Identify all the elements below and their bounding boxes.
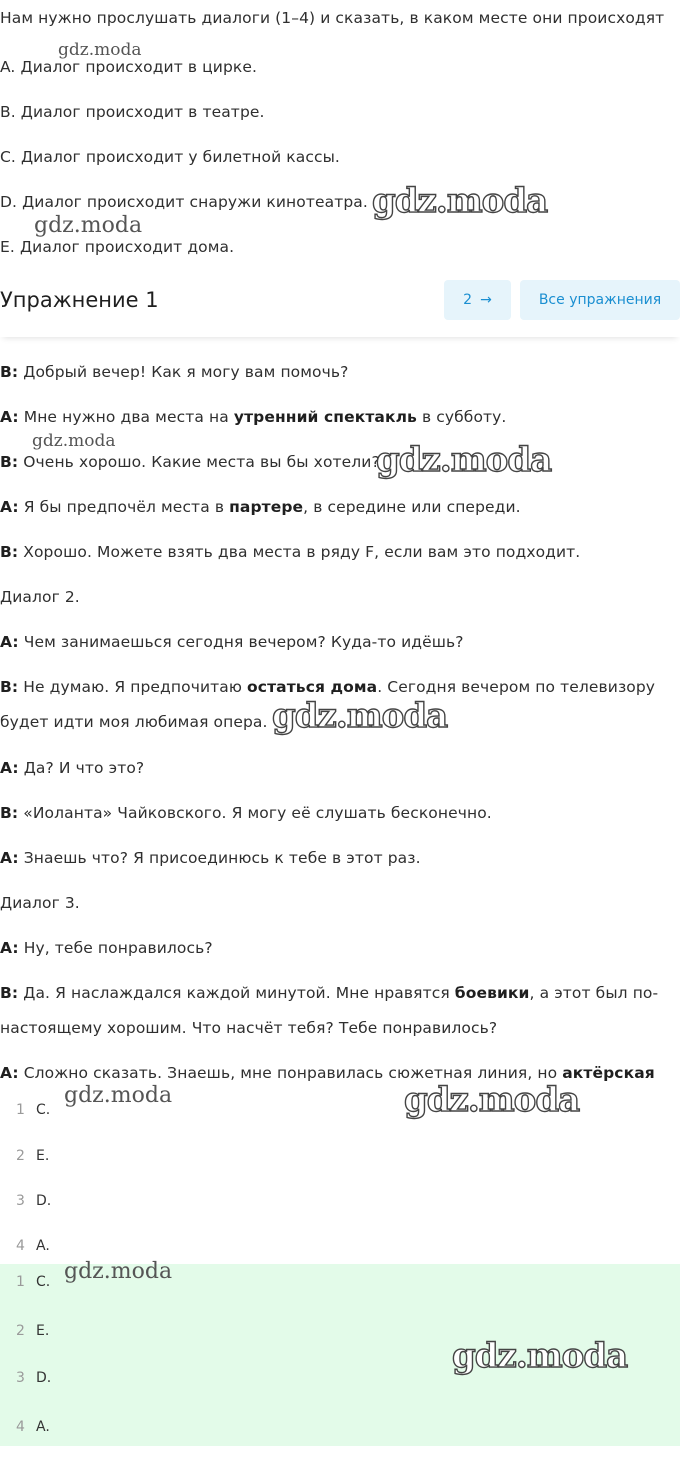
speaker: B: <box>0 363 19 381</box>
dialogue-line: A: Сложно сказать. Знаешь, мне понравилась сюжетная линия, но актёрская <box>0 1064 655 1082</box>
dialogue-line: A: Ну, тебе понравилось? <box>0 939 213 957</box>
dialogue-2-label: Диалог 2. <box>0 588 80 606</box>
answer-item: 4 A. <box>16 1419 50 1435</box>
dialogue-line: B: Не думаю. Я предпочитаю остаться дома. Сегодня вечером по телевизору <box>0 678 656 696</box>
dialogue-line: B: «Иоланта» Чайковского. Я могу её слушать бесконечно. <box>0 804 492 822</box>
speaker: B: <box>0 453 19 471</box>
answer-item: 3 D. <box>16 1370 52 1386</box>
dialogue-line: будет идти моя любимая опера. <box>0 713 268 731</box>
exercise-title: Упражнение 1 <box>0 288 159 312</box>
option-e: E. Диалог происходит дома. <box>0 238 235 256</box>
dialogue-line: A: Чем занимаешься сегодня вечером? Куда-то идёшь? <box>0 633 464 651</box>
all-exercises-button[interactable]: Все упражнения <box>520 280 680 320</box>
answer-item: 2 E. <box>16 1323 50 1339</box>
dialogue-line: A: Я бы предпочёл места в партере, в середине или спереди. <box>0 498 521 516</box>
dialogue-line: A: Знаешь что? Я присоединюсь к тебе в этот раз. <box>0 849 421 867</box>
speaker: B: <box>0 804 19 822</box>
dialogue-line: B: Да. Я наслаждался каждой минутой. Мне нравятся боевики, а этот был по- <box>0 984 659 1002</box>
dialogue-line: B: Добрый вечер! Как я могу вам помочь? <box>0 363 349 381</box>
option-d: D. Диалог происходит снаружи кинотеатра. <box>0 193 368 211</box>
watermark: gdz.moda <box>32 431 116 451</box>
option-b: B. Диалог происходит в театре. <box>0 103 265 121</box>
watermark: gdz.moda <box>64 1083 173 1108</box>
speaker: A: <box>0 849 19 867</box>
answer-item: 4 A. <box>16 1238 50 1254</box>
watermark: gdz.moda <box>64 1259 173 1284</box>
dialogue-line: A: Мне нужно два места на утренний спектакль в субботу. <box>0 408 507 426</box>
arrow-right-icon: → <box>480 292 492 308</box>
speaker: A: <box>0 408 19 426</box>
watermark: gdz.moda <box>404 1080 580 1120</box>
answer-item: 1 C. <box>16 1102 51 1118</box>
answer-item: 1 C. <box>16 1274 51 1290</box>
task-text: Нам нужно прослушать диалоги (1–4) и сказать, в каком месте они происходят <box>0 9 665 27</box>
watermark: gdz.moda <box>452 1336 628 1376</box>
speaker: B: <box>0 678 19 696</box>
speaker: A: <box>0 498 19 516</box>
answer-item: 2 E. <box>16 1148 50 1164</box>
option-c: C. Диалог происходит у билетной кассы. <box>0 148 340 166</box>
dialogue-3-label: Диалог 3. <box>0 894 80 912</box>
watermark: gdz.moda <box>34 213 143 238</box>
exercise-header <box>0 280 680 337</box>
dialogue-line: B: Очень хорошо. Какие места вы бы хотели? <box>0 453 380 471</box>
dialogue-line: B: Хорошо. Можете взять два места в ряду F, если вам это подходит. <box>0 543 581 561</box>
speaker: A: <box>0 759 19 777</box>
next-exercise-button[interactable] <box>444 280 511 320</box>
watermark: gdz.moda <box>272 696 448 736</box>
speaker: A: <box>0 1064 19 1082</box>
watermark: gdz.moda <box>372 181 548 221</box>
option-a: A. Диалог происходит в цирке. <box>0 58 258 76</box>
speaker: B: <box>0 984 19 1002</box>
speaker: B: <box>0 543 19 561</box>
next-exercise-label: 2 <box>463 292 473 308</box>
speaker: A: <box>0 633 19 651</box>
answer-item: 3 D. <box>16 1193 52 1209</box>
dialogue-line: настоящему хорошим. Что насчёт тебя? Тебе понравилось? <box>0 1019 498 1037</box>
watermark: gdz.moda <box>376 440 552 480</box>
dialogue-line: A: Да? И что это? <box>0 759 145 777</box>
speaker: A: <box>0 939 19 957</box>
watermark: gdz.moda <box>58 40 142 60</box>
